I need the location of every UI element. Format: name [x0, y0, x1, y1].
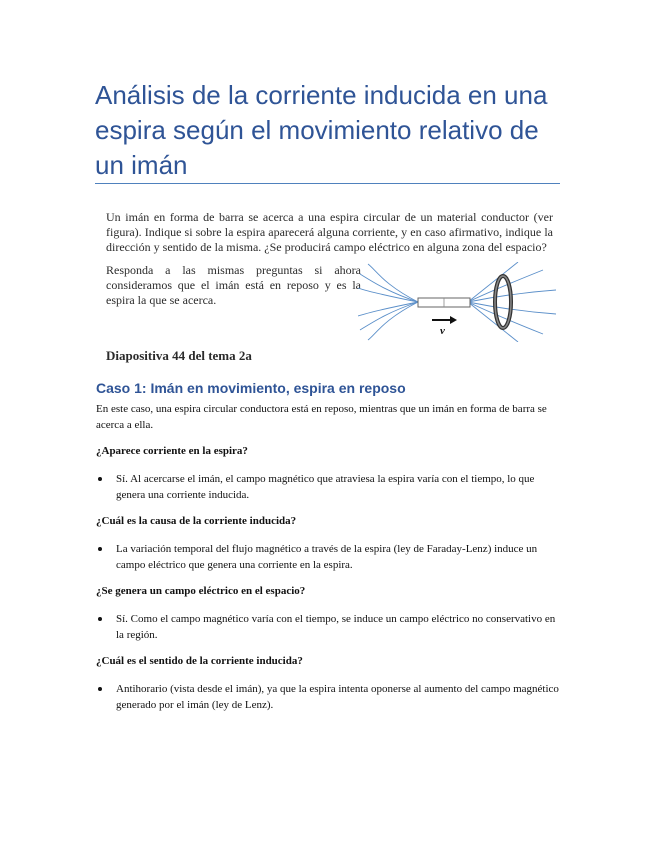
- excerpt-paragraph-2: Responda a las mismas preguntas si ahora consideramos que el imán está en reposo y es la espira la que se acerca.: [106, 263, 361, 307]
- answer-list-1: [96, 471, 561, 503]
- magnet-loop-figure: [358, 262, 558, 342]
- excerpt-paragraph-1: Un imán en forma de barra se acerca a una espira circular de un material conductor (ver figura). Indique si sobre la espira aparecerá alguna corriente, y en caso afirmativo, indique la dirección y sentido de la misma. ¿Se producirá campo eléctrico en alguna zona del espacio?: [106, 210, 553, 254]
- bullet-icon: [98, 477, 102, 481]
- bullet-icon: [98, 687, 102, 691]
- answer-text-3: Sí. Como el campo magnético varía con el tiempo, se induce un campo eléctrico no conservativo en la región.: [116, 613, 556, 641]
- answer-text-2: La variación temporal del flujo magnético a través de la espira (ley de Faraday-Lenz) induce un campo eléctrico que genera una corriente en la espira.: [116, 543, 538, 571]
- excerpt-caption: Diapositiva 44 del tema 2a: [106, 348, 252, 363]
- answer-list-3: [96, 611, 561, 643]
- question-3: ¿Se genera un campo eléctrico en el espacio?: [96, 585, 306, 597]
- answer-item-3: [96, 611, 561, 643]
- answer-item-4: [96, 681, 561, 713]
- answer-list-4: [96, 681, 561, 713]
- answer-text-4: Antihorario (vista desde el imán), ya que la espira intenta oponerse al aumento del campo magnético generado por el imán (ley de Lenz).: [116, 683, 559, 711]
- question-2: ¿Cuál es la causa de la corriente inducida?: [96, 515, 297, 527]
- bullet-icon: [98, 617, 102, 621]
- answer-item-2: [96, 541, 561, 573]
- question-4: ¿Cuál es el sentido de la corriente inducida?: [96, 655, 303, 667]
- answer-text-1: Sí. Al acercarse el imán, el campo magnético que atraviesa la espira varía con el tiempo, lo que genera una corriente inducida.: [116, 473, 535, 501]
- title-divider: [95, 183, 560, 184]
- velocity-label: v: [440, 325, 445, 337]
- bullet-icon: [98, 547, 102, 551]
- answer-list-2: [96, 541, 561, 573]
- question-1: ¿Aparece corriente en la espira?: [96, 445, 248, 457]
- case1-heading: Caso 1: Imán en movimiento, espira en reposo: [96, 380, 406, 396]
- document-title: Análisis de la corriente inducida en una espira según el movimiento relativo de un imán: [95, 80, 548, 180]
- answer-item-1: [96, 471, 561, 503]
- case1-body: [96, 401, 561, 723]
- case1-intro: En este caso, una espira circular conductora está en reposo, mientras que un imán en forma de barra se acerca a ella.: [96, 403, 547, 431]
